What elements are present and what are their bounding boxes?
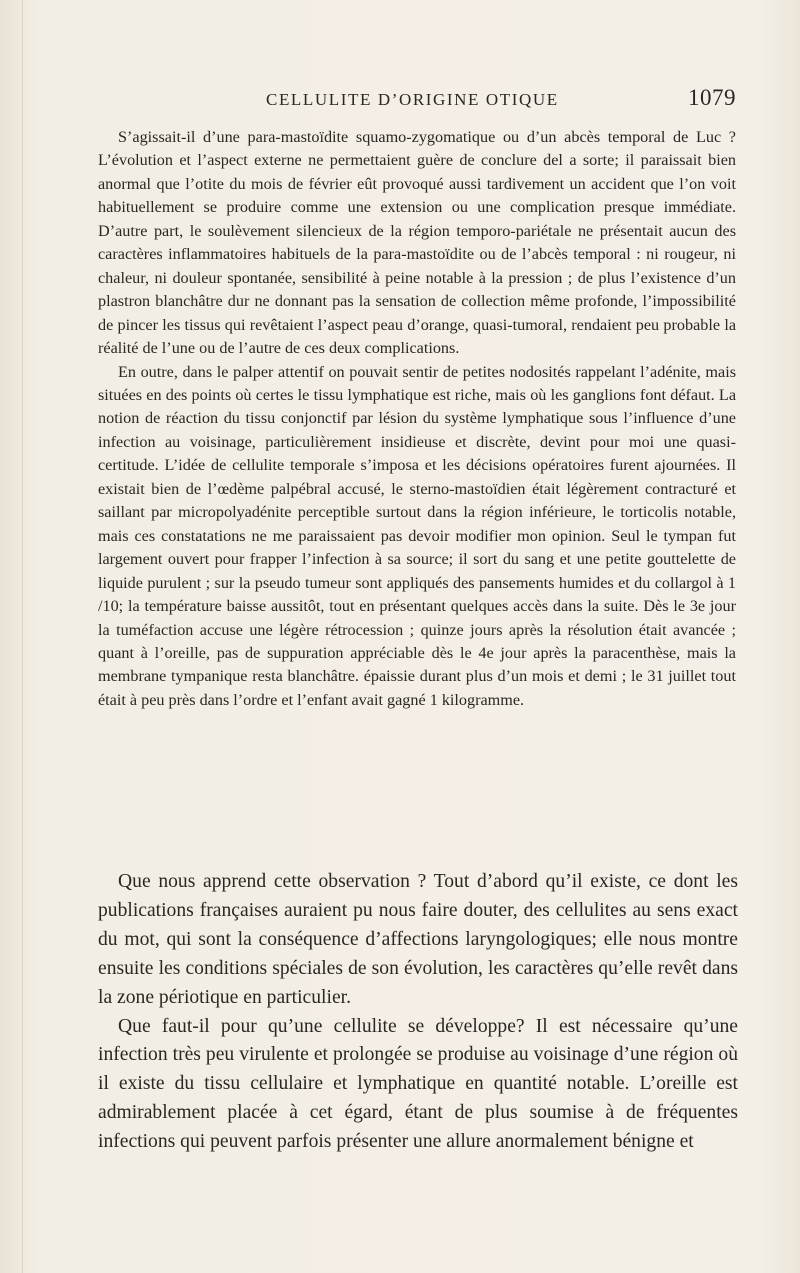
running-title: CELLULITE D’ORIGINE OTIQUE xyxy=(266,90,559,109)
observation-paragraph: En outre, dans le palper attentif on pouvait sentir de petites nodosités rappelant l’adénite, mais situées en des points où certes le tissu lymphatique est riche, mais où les ganglions font défaut. La notion de réaction du tissu conjonctif par lésion du système lymphatique sous l’influence d’une infection au voisinage, particulièrement insidieuse et discrète, devint pour moi une quasi-certitude. L’idée de cellulite temporale s’imposa et les décisions opératoires furent ajournées. Il existait bien de l’œdème palpébral accusé, le sterno-mastoïdien était légèrement contracturé et saillant par micropolyadénite perceptible surtout dans la région inférieure, le torticolis notable, mais ces constatations ne me paraissaient pas devoir modifier mon opinion. Seul le tympan fut largement ouvert pour frapper l’infection à sa source; il sort du sang et une petite gouttelette de liquide purulent ; sur la pseudo tumeur sont appliqués des pansements humides et du collargol à 1 /10; la température baisse aussitôt, tout en présentant quelques accès dans la suite. Dès le 3e jour la tuméfaction accuse une légère rétrocession ; quinze jours après la résolution était avancée ; quant à l’oreille, pas de suppuration appréciable dès le 4e jour après la paracenthèse, mais la membrane tympanique resta blanchâtre. épaissie durant plus d’un mois et demi ; le 31 juillet tout était à peu près dans l’ordre et l’enfant avait gagné 1 kilogramme. xyxy=(98,362,736,709)
page-number: 1079 xyxy=(688,85,736,110)
discussion-text xyxy=(98,868,738,1157)
observation-text xyxy=(98,126,736,712)
page-gutter-edge xyxy=(22,0,23,1273)
observation-paragraph: S’agissait-il d’une para-mastoïdite squamo-zygomatique ou d’un abcès temporal de Luc ? L’évolution et l’aspect externe ne permettaient guère de conclure del a sorte; il paraissait bien anormal que l’otite du mois de février eût provoqué aussi tardivement un accident que l’on voit habituellement se produire comme une extension ou une complication presque immédiate. D’autre part, le soulèvement silencieux de la région temporo-pariétale ne présentait aucun des caractères inflammatoires habituels de la para-mastoïdite ou de l’abcès temporal : ni rougeur, ni chaleur, ni douleur spontanée, sensibilité à peine notable à la pression ; de plus l’existence d’un plastron blanchâtre dur ne donnant pas la sensation de collection même profonde, l’impossibilité de pincer les tissus qui revêtaient l’aspect peau d’orange, quasi-tumoral, rendaient peu probable la réalité de l’une ou de l’autre de ces deux complications. xyxy=(98,128,736,358)
discussion-paragraph: Que faut-il pour qu’une cellulite se développe? Il est nécessaire qu’une infection très peu virulente et prolongée se produise au voisinage d’une région où il existe du tissu cellulaire et lymphatique en quantité notable. L’oreille est admirablement placée à cet égard, étant de plus soumise à de fréquentes infections qui peuvent parfois présenter une allure anormalement bénigne et xyxy=(98,1015,738,1153)
page-header xyxy=(98,86,738,116)
discussion-paragraph: Que nous apprend cette observation ? Tout d’abord qu’il existe, ce dont les publications françaises auraient pu nous faire douter, des cellulites au sens exact du mot, qui sont la conséquence d’affections laryngologiques; elle nous montre ensuite les conditions spéciales de son évolution, les caractères qu’elle revêt dans la zone périotique en particulier. xyxy=(98,871,738,1008)
